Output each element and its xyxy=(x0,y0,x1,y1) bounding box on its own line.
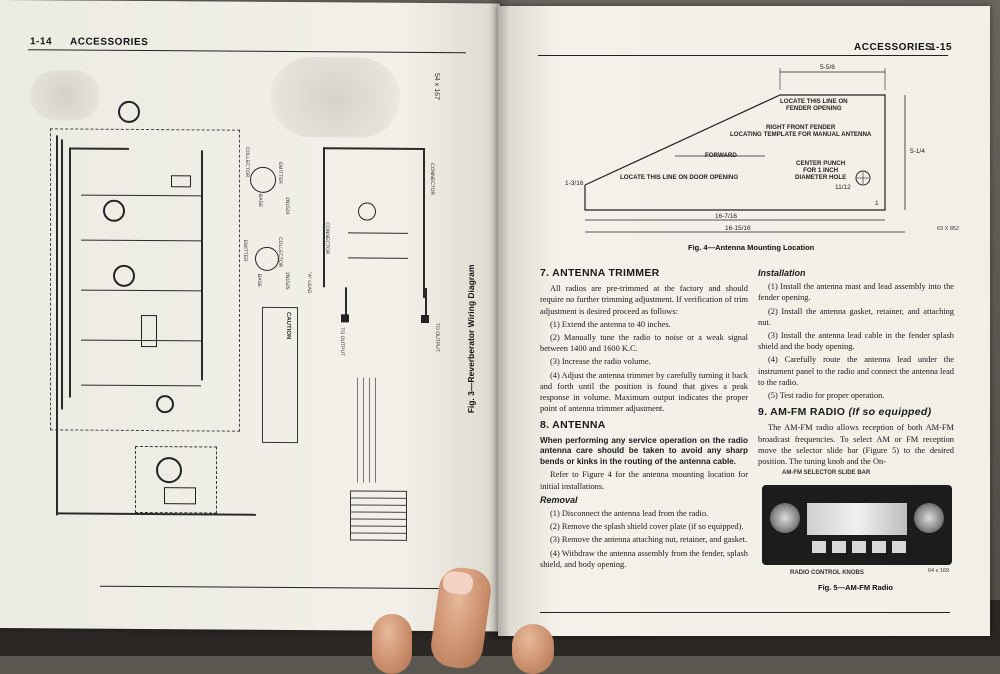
right-page-number: 1-15 xyxy=(930,42,953,53)
schematic-wire xyxy=(81,195,201,197)
finger xyxy=(512,624,554,674)
left-header-rule xyxy=(28,49,466,53)
label-locate-door: LOCATE THIS LINE ON DOOR OPENING xyxy=(620,174,739,181)
pin-label-collector: COLLECTOR xyxy=(244,146,250,178)
fig5-code: 64 x 169 xyxy=(928,568,950,574)
label-connector: CONNECTOR xyxy=(429,162,435,196)
section7-step1: (1) Extend the antenna to 40 inches. xyxy=(550,319,671,329)
right-page-header: ACCESSORIES xyxy=(854,42,933,53)
radio-push-button xyxy=(892,541,906,553)
removal-title: Removal xyxy=(540,494,578,505)
section7-step4: (4) Adjust the antenna trimmer by carefully turning it back and forth until the position is found that gives a peak response in volume. Maximum output indicates the proper point of antenna trimmer adjustment. xyxy=(540,370,748,414)
installation-step2: (2) Install the antenna gasket, retainer, and attaching nut. xyxy=(758,306,954,327)
installation-step3: (3) Install the antenna lead cable in the fender splash shield and the body opening. xyxy=(758,331,954,352)
fig5-label-bottom: RADIO CONTROL KNOBS xyxy=(790,570,864,576)
dim-left: 1-3/16 xyxy=(565,180,584,187)
label-template: RIGHT FRONT FENDER LOCATING TEMPLATE FOR MANUAL ANTENNA xyxy=(730,124,872,138)
schematic-wire xyxy=(323,147,325,287)
pinout-circle xyxy=(250,167,276,193)
speaker-symbol xyxy=(358,202,376,220)
left-page-header: ACCESSORIES xyxy=(70,36,149,49)
section9-title-text: 9. AM-FM RADIO xyxy=(758,406,846,419)
label-to-output: TO OUTPUT xyxy=(339,327,345,357)
dim-hole: 11/12 xyxy=(835,184,851,191)
lead-wire xyxy=(425,288,427,318)
right-header-rule xyxy=(538,55,948,56)
dim-top: 5-5/8 xyxy=(820,64,835,71)
schematic-wire xyxy=(81,385,201,387)
dim-bottom-2: 16-15/16 xyxy=(725,225,751,232)
installation-step1: (1) Install the antenna mast and lead assembly into the fender opening. xyxy=(758,282,954,303)
pin-label-emitter-2: EMITTER xyxy=(242,239,248,262)
connector-symbol xyxy=(156,395,174,413)
dim-bottom-1: 16-7/16 xyxy=(715,213,738,220)
section8-title: 8. ANTENNA xyxy=(540,419,606,432)
left-page xyxy=(0,0,500,631)
radio-push-button xyxy=(872,541,886,553)
pinout-circle xyxy=(255,247,279,271)
fig4-code: 63 X 852 xyxy=(937,226,960,232)
capacitor-symbol xyxy=(171,175,191,187)
transformer-symbol xyxy=(141,315,157,347)
caution-title: CAUTION xyxy=(285,311,291,340)
faded-photo-bleedthrough-2 xyxy=(30,70,100,120)
dim-hole-2: 1 xyxy=(875,200,879,207)
schematic-wire xyxy=(81,290,201,292)
caution-box xyxy=(262,307,298,443)
faded-photo-bleedthrough xyxy=(270,57,400,138)
schematic-wire xyxy=(201,150,203,380)
fig4-caption: Fig. 4—Antenna Mounting Location xyxy=(688,243,815,252)
schematic-wire xyxy=(423,148,425,298)
right-page-right-column xyxy=(758,268,954,469)
radio-knob-left xyxy=(770,503,800,533)
label-locate-fender: LOCATE THIS LINE ON FENDER OPENING xyxy=(780,98,848,112)
label-connector-2: CONNECTOR xyxy=(324,222,330,255)
schematic-wire xyxy=(69,147,71,397)
section7-step3: (3) Increase the radio volume. xyxy=(550,357,651,367)
section9-title xyxy=(758,407,954,418)
connector-terminal xyxy=(164,487,196,504)
label-a-lead: "A" LEAD xyxy=(306,272,312,294)
pin-label-base-2: BASE xyxy=(256,273,262,288)
installation-step5: (5) Test radio for proper operation. xyxy=(768,391,885,401)
schematic-wire xyxy=(348,257,408,258)
section7-step2: (2) Manually tune the radio to noise or a weak signal between 1400 and 1600 K.C. xyxy=(540,333,748,354)
fig3-code: 54 x 167 xyxy=(433,73,440,100)
removal-step2: (2) Remove the splash shield cover plate (if so equipped). xyxy=(550,522,744,532)
table-row xyxy=(351,526,406,533)
transistor-symbol xyxy=(103,200,125,222)
label-center-punch: CENTER PUNCH FOR 1 INCH DIAMETER HOLE xyxy=(795,160,847,181)
fig3-caption: Fig. 3—Reverberator Wiring Diagram xyxy=(466,264,476,414)
radio-knob-right xyxy=(914,503,944,533)
left-footer-rule xyxy=(100,586,460,590)
book-gutter xyxy=(488,0,510,640)
pin-label-emitter: EMITTER xyxy=(277,161,283,184)
schematic-wire xyxy=(69,147,129,149)
schematic-wire xyxy=(348,232,408,233)
removal-step4: (4) Withdraw the antenna assembly from the fender, splash shield, and body opening. xyxy=(540,548,748,569)
schematic-wire xyxy=(61,139,63,409)
removal-step3: (3) Remove the antenna attaching nut, retainer, and gasket. xyxy=(550,535,748,545)
removal-step1: (1) Disconnect the antenna lead from the radio. xyxy=(550,509,709,519)
lead-wire xyxy=(345,287,347,317)
transistor-symbol xyxy=(113,265,135,287)
reverberator-schematic-box xyxy=(50,128,240,431)
radio-dial xyxy=(807,503,907,535)
schematic-wire xyxy=(323,147,423,150)
connector-box xyxy=(135,446,217,514)
label-forward: FORWARD xyxy=(705,152,737,159)
section8-intro: Refer to Figure 4 for the antenna mounting location for initial installations. xyxy=(540,470,748,491)
output-schematic xyxy=(318,142,438,293)
fig5-caption: Fig. 5—AM-FM Radio xyxy=(818,583,893,592)
lead-terminal xyxy=(341,314,349,322)
template-drawing xyxy=(565,60,965,245)
finger xyxy=(372,614,412,674)
lead-terminal xyxy=(421,315,429,323)
schematic-wire xyxy=(81,240,201,242)
am-fm-radio-photo xyxy=(762,485,952,565)
pin-label-part: 2N1524 xyxy=(284,196,290,215)
radio-push-button xyxy=(832,541,846,553)
section9-intro: The AM-FM radio allows reception of both AM-FM broadcast frequencies. To select AM or FM reception move the selector slide bar (Figure 5) to the desired position. The tuning knob and the On- xyxy=(758,423,954,467)
fig5-label-top: AM-FM SELECTOR SLIDE BAR xyxy=(782,470,871,476)
radio-push-button xyxy=(812,541,826,553)
installation-title: Installation xyxy=(758,268,806,278)
left-page-number: 1-14 xyxy=(30,36,53,48)
section7-intro: All radios are pre-trimmed at the factory and should require no further trimming adjustment. If verification of trim adjustment is desired proceed as follows: xyxy=(540,284,748,316)
outer-wire xyxy=(56,135,58,515)
installation-step4: (4) Carefully route the antenna lead under the instrument panel to the radio and connect the antenna lead to the radio. xyxy=(758,355,954,387)
dim-right-side: 5-1/4 xyxy=(910,148,925,155)
section7-title: 7. ANTENNA TRIMMER xyxy=(540,267,660,279)
section8-warning: When performing any service operation on the radio antenna care should be taken to avoid any sharp bends or kinks in the routing of the antenna cable. xyxy=(540,435,748,466)
connector-plug-symbol xyxy=(156,457,182,483)
parts-table xyxy=(350,490,407,540)
right-page-left-column xyxy=(540,268,748,572)
schematic-notes xyxy=(355,377,383,487)
radio-push-button xyxy=(852,541,866,553)
label-to-output-2: TO OUTPUT xyxy=(434,323,440,352)
section9-title-suffix: (If so equipped) xyxy=(848,406,932,419)
speaker-symbol xyxy=(118,101,140,123)
pin-label-collector-2: COLLECTOR xyxy=(277,236,283,268)
antenna-template-figure xyxy=(565,60,965,245)
pin-label-part-2: 2N1525 xyxy=(284,271,290,290)
pin-label-base: BASE xyxy=(257,193,263,208)
right-footer-rule xyxy=(540,612,950,613)
